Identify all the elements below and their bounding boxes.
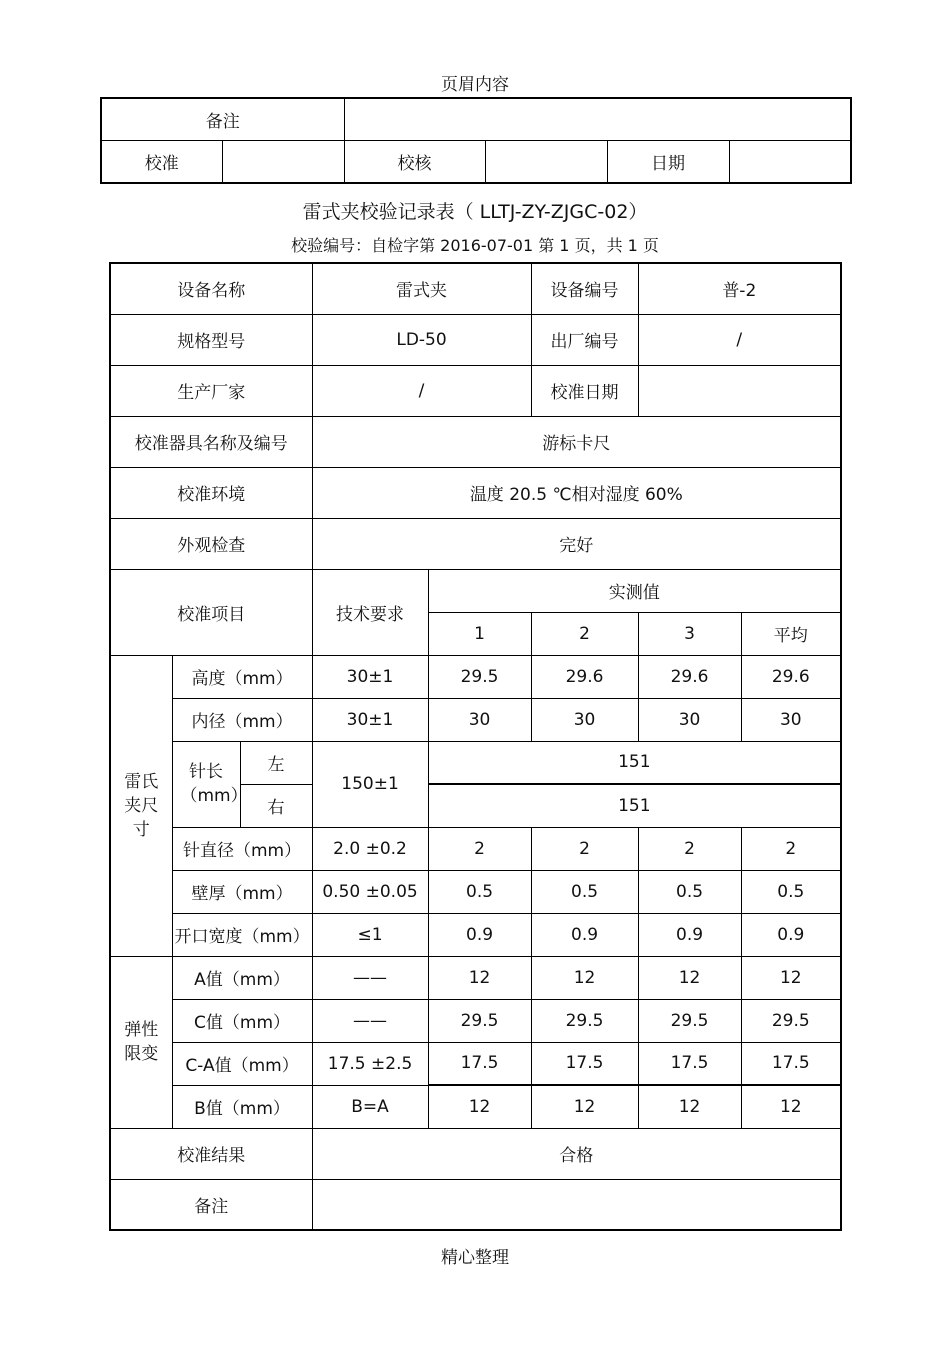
row-label: 开口宽度（mm） bbox=[172, 913, 312, 956]
row-label: A值（mm） bbox=[172, 956, 312, 999]
row-requirement: 30±1 bbox=[312, 698, 428, 741]
table-cell: 17.5 bbox=[638, 1042, 741, 1085]
instrument-label: 校准器具名称及编号 bbox=[110, 416, 312, 467]
table-cell: 29.5 bbox=[428, 655, 531, 698]
remark-value bbox=[312, 1179, 841, 1230]
table-cell: 29.5 bbox=[531, 999, 638, 1042]
table-cell: 12 bbox=[741, 1085, 841, 1128]
instrument-value: 游标卡尺 bbox=[312, 416, 841, 467]
factory-no-value: / bbox=[638, 314, 841, 365]
maker-value: / bbox=[312, 365, 531, 416]
table-cell: 29.6 bbox=[531, 655, 638, 698]
table-cell: 2 bbox=[428, 827, 531, 870]
calibration-record-table bbox=[109, 262, 842, 1231]
device-name-value: 雷式夹 bbox=[312, 263, 531, 314]
document-title: 雷式夹校验记录表（ LLTJ-ZY-ZJGC-02） bbox=[302, 201, 648, 223]
table-cell: 0.9 bbox=[531, 913, 638, 956]
model-value: LD-50 bbox=[312, 314, 531, 365]
item-header: 校准项目 bbox=[110, 569, 312, 655]
device-no-value: 普-2 bbox=[638, 263, 841, 314]
check-value bbox=[485, 141, 607, 184]
table-cell: 30 bbox=[531, 698, 638, 741]
device-no-label: 设备编号 bbox=[531, 263, 638, 314]
page-footer: 精心整理 bbox=[441, 1248, 509, 1268]
result-label: 校准结果 bbox=[110, 1128, 312, 1179]
table-cell: 30 bbox=[428, 698, 531, 741]
table-cell: 30 bbox=[638, 698, 741, 741]
col-2-header: 2 bbox=[531, 612, 638, 655]
table-cell: 2 bbox=[741, 827, 841, 870]
table-cell: 0.9 bbox=[638, 913, 741, 956]
device-name-label: 设备名称 bbox=[110, 263, 312, 314]
page-header: 页眉内容 bbox=[441, 75, 509, 95]
factory-no-label: 出厂编号 bbox=[531, 314, 638, 365]
calibrate-value bbox=[222, 141, 344, 184]
table-cell: 2 bbox=[638, 827, 741, 870]
requirement-header: 技术要求 bbox=[312, 569, 428, 655]
row-requirement: ≤1 bbox=[312, 913, 428, 956]
group-label-dimensions: 雷氏夹尺寸 bbox=[110, 655, 172, 956]
table-cell: 0.9 bbox=[741, 913, 841, 956]
row-label: B值（mm） bbox=[172, 1085, 312, 1128]
appearance-label: 外观检查 bbox=[110, 518, 312, 569]
check-label: 校核 bbox=[344, 141, 485, 184]
row-label: 壁厚（mm） bbox=[172, 870, 312, 913]
environment-label: 校准环境 bbox=[110, 467, 312, 518]
col-3-header: 3 bbox=[638, 612, 741, 655]
date-value bbox=[729, 141, 851, 184]
table-cell: 12 bbox=[741, 956, 841, 999]
needle-left-value: 151 bbox=[428, 741, 841, 784]
remark-label: 备注 bbox=[110, 1179, 312, 1230]
table-cell: 0.5 bbox=[741, 870, 841, 913]
needle-right-label: 右 bbox=[240, 784, 312, 827]
row-requirement: —— bbox=[312, 956, 428, 999]
table-cell: 29.6 bbox=[638, 655, 741, 698]
table-cell: 12 bbox=[531, 1085, 638, 1128]
needle-length-label: 针长（mm） bbox=[172, 741, 240, 827]
row-label: C-A值（mm） bbox=[172, 1042, 312, 1085]
approval-table bbox=[100, 97, 852, 184]
row-label: 针直径（mm） bbox=[172, 827, 312, 870]
note-label: 备注 bbox=[101, 98, 344, 141]
maker-label: 生产厂家 bbox=[110, 365, 312, 416]
needle-left-label: 左 bbox=[240, 741, 312, 784]
cal-date-label: 校准日期 bbox=[531, 365, 638, 416]
environment-value: 温度 20.5 ℃相对湿度 60% bbox=[312, 467, 841, 518]
row-requirement: B=A bbox=[312, 1085, 428, 1128]
table-cell: 17.5 bbox=[428, 1042, 531, 1085]
model-label: 规格型号 bbox=[110, 314, 312, 365]
table-cell: 0.5 bbox=[638, 870, 741, 913]
table-cell: 29.5 bbox=[638, 999, 741, 1042]
col-1-header: 1 bbox=[428, 612, 531, 655]
table-cell: 29.5 bbox=[428, 999, 531, 1042]
table-cell: 0.5 bbox=[428, 870, 531, 913]
row-label: 高度（mm） bbox=[172, 655, 312, 698]
row-requirement: 30±1 bbox=[312, 655, 428, 698]
document-subtitle: 校验编号：自检字第 2016-07-01 第 1 页，共 1 页 bbox=[291, 236, 659, 255]
table-cell: 17.5 bbox=[741, 1042, 841, 1085]
appearance-value: 完好 bbox=[312, 518, 841, 569]
table-cell: 12 bbox=[428, 1085, 531, 1128]
table-cell: 2 bbox=[531, 827, 638, 870]
needle-right-value: 151 bbox=[428, 784, 841, 827]
table-cell: 29.5 bbox=[741, 999, 841, 1042]
measured-header: 实测值 bbox=[428, 569, 841, 612]
row-requirement: —— bbox=[312, 999, 428, 1042]
table-cell: 0.9 bbox=[428, 913, 531, 956]
group-label-elastic: 弹性限变 bbox=[110, 956, 172, 1128]
row-requirement: 2.0 ±0.2 bbox=[312, 827, 428, 870]
col-avg-header: 平均 bbox=[741, 612, 841, 655]
date-label: 日期 bbox=[607, 141, 729, 184]
table-cell: 17.5 bbox=[531, 1042, 638, 1085]
table-cell: 12 bbox=[428, 956, 531, 999]
result-value: 合格 bbox=[312, 1128, 841, 1179]
table-cell: 12 bbox=[638, 956, 741, 999]
table-cell: 12 bbox=[531, 956, 638, 999]
note-value bbox=[344, 98, 851, 141]
table-cell: 0.5 bbox=[531, 870, 638, 913]
needle-requirement: 150±1 bbox=[312, 741, 428, 827]
table-cell: 30 bbox=[741, 698, 841, 741]
row-requirement: 0.50 ±0.05 bbox=[312, 870, 428, 913]
table-cell: 29.6 bbox=[741, 655, 841, 698]
row-label: 内径（mm） bbox=[172, 698, 312, 741]
row-requirement: 17.5 ±2.5 bbox=[312, 1042, 428, 1085]
cal-date-value bbox=[638, 365, 841, 416]
calibrate-label: 校准 bbox=[101, 141, 222, 184]
row-label: C值（mm） bbox=[172, 999, 312, 1042]
table-cell: 12 bbox=[638, 1085, 741, 1128]
